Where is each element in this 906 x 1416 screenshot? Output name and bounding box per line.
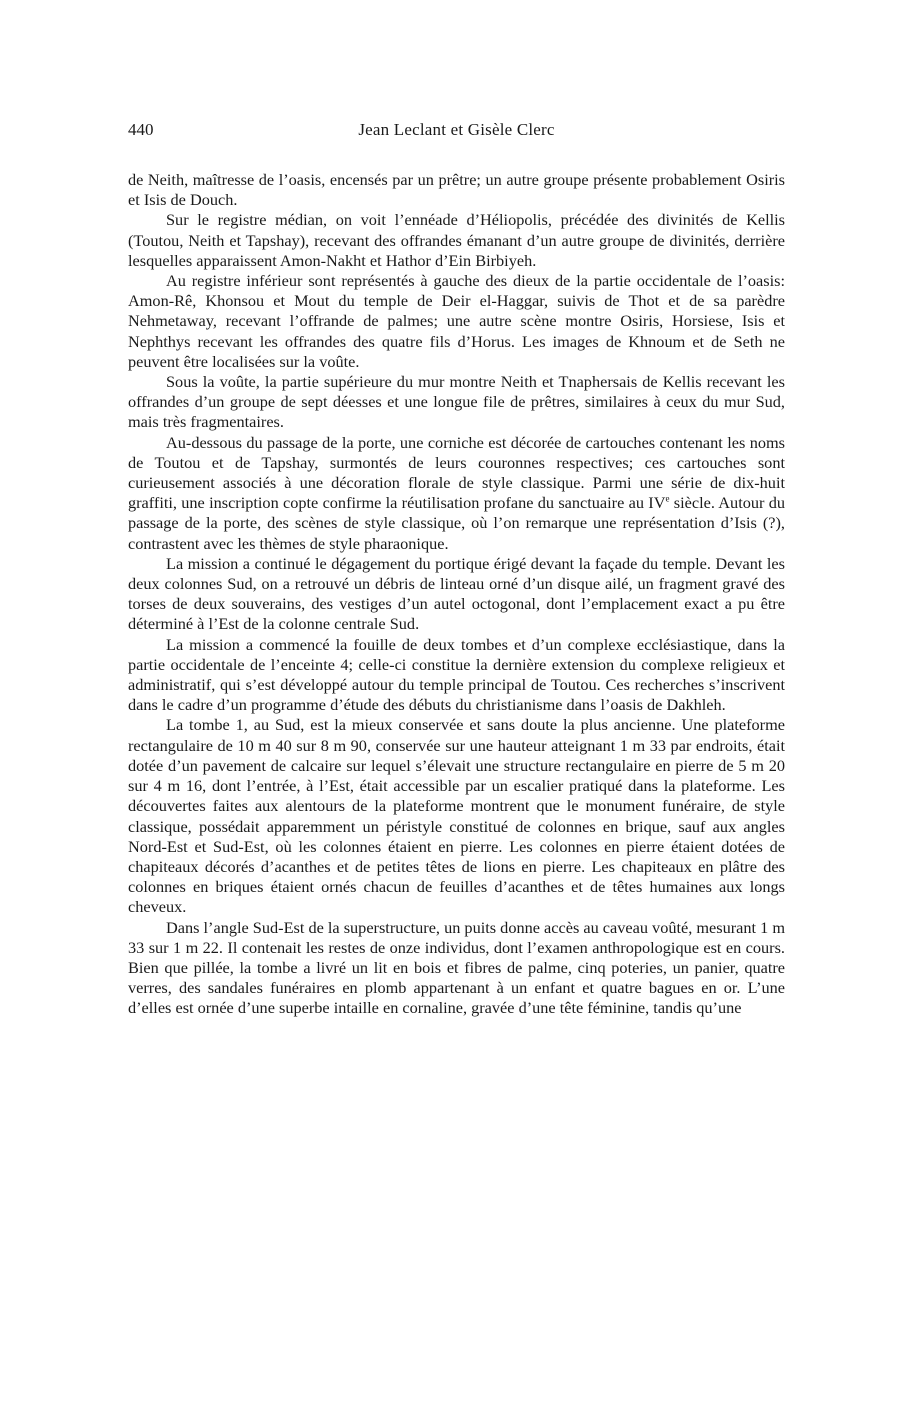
page-number: 440 xyxy=(128,120,154,139)
running-title: Jean Leclant et Gisèle Clerc xyxy=(358,120,555,139)
paragraph: Sur le registre médian, on voit l’ennéade d’Héliopolis, précédée des divinités de Kellis (Toutou, Neith et Tapshay), recevant des offrandes émanant d’un autre groupe de divinités, derrière lesquelles apparaissent Amon-Nakht et Hathor d’Ein Birbiyeh. xyxy=(128,210,785,270)
century-superscript: e xyxy=(665,493,670,504)
paragraph: Au registre inférieur sont représentés à gauche des dieux de la partie occidentale de l’oasis: Amon-Rê, Khonsou et Mout du temple de Deir el-Haggar, suivis de Thot et de sa parèdre Nehmetaway, recevant l’offrande de palmes; une autre scène montre Osiris, Horsiese, Isis et Nephthys recevant les offrandes des quatre fils d’Horus. Les images de Khnoum et de Seth ne peuvent être localisées sur la voûte. xyxy=(128,271,785,371)
body-text xyxy=(128,170,785,1019)
paragraph: La mission a continué le dégagement du portique érigé devant la façade du temple. Devant les deux colonnes Sud, on a retrouvé un débris de linteau orné d’un disque ailé, un fragment gravé des torses de deux souverains, des vestiges d’un autel octogonal, dont l’emplacement exact a pu être déterminé à l’Est de la colonne centrale Sud. xyxy=(128,553,785,634)
paragraph-text-tail: siècle. Autour du passage de la porte, des scènes de style classique, où l’on remarque une représentation d’Isis (?), contrastent avec les thèmes de style pharaonique. xyxy=(128,493,785,553)
paragraph: Dans l’angle Sud-Est de la superstructure, un puits donne accès au caveau voûté, mesurant 1 m 33 sur 1 m 22. Il contenait les restes de onze individus, dont l’examen anthropologique est en cours. Bien que pillée, la tombe a livré un lit en bois et fibres de palme, cinq poteries, un panier, quatre verres, des sandales funéraires en plomb appartenant à un enfant et quatre bagues en or. L’une d’elles est ornée d’une superbe intaille en cornaline, gravée d’une tête féminine, tandis qu’une xyxy=(128,917,785,1018)
running-header xyxy=(128,118,785,142)
paragraph-text: Au-dessous du passage de la porte, une corniche est décorée de cartouches contenant les noms de Toutou et de Tapshay, surmontés de leurs couronnes respectives; ces cartouches sont curieusement associés à une décoration florale de style classique. Parmi une série de dix-huit graffiti, une inscription copte confirme la réutilisation profane du sanctuaire au IV xyxy=(128,432,785,513)
paragraph: de Neith, maîtresse de l’oasis, encensés par un prêtre; un autre groupe présente probablement Osiris et Isis de Douch. xyxy=(128,170,785,210)
paragraph xyxy=(128,433,785,554)
paragraph: La mission a commencé la fouille de deux tombes et d’un complexe ecclésiastique, dans la partie occidentale de l’enceinte 4; celle-ci constitue la dernière extension du complexe religieux et administratif, qui s’est développé autour du temple principal de Toutou. Ces recherches s’inscrivent dans le cadre d’un programme d’étude des débuts du christianisme dans l’oasis de Dakhleh. xyxy=(128,634,785,715)
paragraph: Sous la voûte, la partie supérieure du mur montre Neith et Tnaphersais de Kellis recevant les offrandes d’un groupe de sept déesses et une longue file de prêtres, similaires à ceux du mur Sud, mais très fragmentaires. xyxy=(128,372,785,432)
paragraph: La tombe 1, au Sud, est la mieux conservée et sans doute la plus ancienne. Une plateforme rectangulaire de 10 m 40 sur 8 m 90, conservée sur une hauteur atteignant 1 m 33 par endroits, était dotée d’un pavement de calcaire sur lequel s’élevait une structure rectangulaire en pierre de 5 m 20 sur 4 m 16, dont l’entrée, à l’Est, était accessible par un escalier pratiqué dans la plateforme. Les découvertes faites aux alentours de la plateforme montrent que le monument funéraire, de style classique, possédait apparemment un péristyle constitué de colonnes en brique, sauf aux angles Nord-Est et Sud-Est, où les colonnes étaient en pierre. Les colonnes en pierre étaient dotées de chapiteaux décorés d’acanthes et de petites têtes de lions en pierre. Les chapiteaux en plâtre des colonnes en briques étaient ornés chacun de feuilles d’acanthes et de têtes humaines aux longs cheveux. xyxy=(128,715,785,917)
